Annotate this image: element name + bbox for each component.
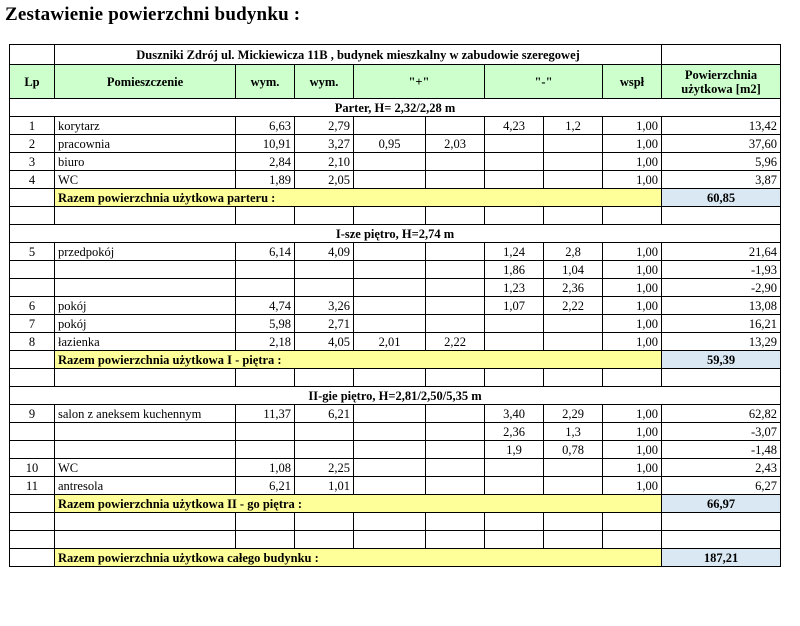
row-plus-1 <box>354 459 426 477</box>
row-dim1: 1,08 <box>236 459 295 477</box>
total-empty <box>10 549 55 567</box>
row-minus-2: 2,36 <box>544 279 603 297</box>
row-plus-2 <box>426 171 485 189</box>
row-dim2: 1,01 <box>295 477 354 495</box>
table-row <box>10 135 781 153</box>
row-plus-2 <box>426 477 485 495</box>
row-dim1: 6,14 <box>236 243 295 261</box>
row-area: 13,42 <box>662 117 781 135</box>
blank-cell <box>10 369 55 387</box>
row-coef: 1,00 <box>603 333 662 351</box>
table-row <box>10 423 781 441</box>
row-minus-2: 0,78 <box>544 441 603 459</box>
row-coef: 1,00 <box>603 117 662 135</box>
blank-cell <box>295 513 354 531</box>
blank-cell <box>55 513 236 531</box>
row-lp: 10 <box>10 459 55 477</box>
subtotal-label: Razem powierzchnia użytkowa I - piętra : <box>55 351 662 369</box>
row-plus-2 <box>426 153 485 171</box>
blank-cell <box>426 531 485 549</box>
total-row <box>10 549 781 567</box>
section-heading-row <box>10 99 781 117</box>
table-row <box>10 477 781 495</box>
blank-cell <box>544 513 603 531</box>
row-coef: 1,00 <box>603 153 662 171</box>
table-row <box>10 153 781 171</box>
row-dim2: 2,25 <box>295 459 354 477</box>
row-dim2 <box>295 279 354 297</box>
blank-cell <box>485 531 544 549</box>
row-dim1 <box>236 441 295 459</box>
header-area <box>662 65 781 99</box>
row-dim1 <box>236 261 295 279</box>
row-lp <box>10 441 55 459</box>
total-label: Razem powierzchnia użytkowa całego budynku : <box>55 549 662 567</box>
row-area: 3,87 <box>662 171 781 189</box>
blank-cell <box>354 531 426 549</box>
row-minus-1 <box>485 315 544 333</box>
blank-cell <box>662 531 781 549</box>
row-plus-2: 2,03 <box>426 135 485 153</box>
row-area: 21,64 <box>662 243 781 261</box>
header-plus: "+" <box>354 65 485 99</box>
row-lp: 7 <box>10 315 55 333</box>
header-area-line2: użytkowa [m2] <box>681 81 761 96</box>
table-row <box>10 261 781 279</box>
row-minus-1: 1,9 <box>485 441 544 459</box>
row-dim2 <box>295 423 354 441</box>
blank-cell <box>426 207 485 225</box>
blank-cell <box>236 531 295 549</box>
section-heading: I-sze piętro, H=2,74 m <box>10 225 781 243</box>
row-area: 2,43 <box>662 459 781 477</box>
table-row <box>10 333 781 351</box>
row-dim1: 10,91 <box>236 135 295 153</box>
row-room <box>55 279 236 297</box>
table-row <box>10 297 781 315</box>
row-dim2 <box>295 441 354 459</box>
row-plus-1 <box>354 117 426 135</box>
row-room: salon z aneksem kuchennym <box>55 405 236 423</box>
row-plus-1 <box>354 441 426 459</box>
row-room <box>55 261 236 279</box>
row-dim1: 2,18 <box>236 333 295 351</box>
table-row <box>10 117 781 135</box>
blank-cell <box>55 531 236 549</box>
blank-cell <box>295 531 354 549</box>
row-minus-2 <box>544 333 603 351</box>
row-area: 6,27 <box>662 477 781 495</box>
row-lp <box>10 261 55 279</box>
row-minus-2: 1,3 <box>544 423 603 441</box>
header-lp: Lp <box>10 65 55 99</box>
blank-cell <box>662 513 781 531</box>
row-area: 5,96 <box>662 153 781 171</box>
row-room: antresola <box>55 477 236 495</box>
row-plus-1 <box>354 297 426 315</box>
blank-cell <box>55 369 236 387</box>
row-minus-2: 1,04 <box>544 261 603 279</box>
row-area: 62,82 <box>662 405 781 423</box>
location-label: Duszniki Zdrój ul. Mickiewicza 11B , budynek mieszkalny w zabudowie szeregowej <box>55 45 662 65</box>
row-lp: 9 <box>10 405 55 423</box>
header-dim2: wym. <box>295 65 354 99</box>
row-minus-1: 1,07 <box>485 297 544 315</box>
row-dim2: 4,09 <box>295 243 354 261</box>
table-row <box>10 441 781 459</box>
row-plus-2 <box>426 459 485 477</box>
blank-cell <box>295 369 354 387</box>
row-minus-1: 2,36 <box>485 423 544 441</box>
subtotal-value: 60,85 <box>662 189 781 207</box>
row-dim1 <box>236 423 295 441</box>
row-minus-2: 2,22 <box>544 297 603 315</box>
row-room: przedpokój <box>55 243 236 261</box>
row-coef: 1,00 <box>603 243 662 261</box>
blank-cell <box>10 207 55 225</box>
subtotal-row <box>10 189 781 207</box>
row-lp: 5 <box>10 243 55 261</box>
blank-cell <box>426 369 485 387</box>
blank-cell <box>354 513 426 531</box>
blank-cell <box>354 207 426 225</box>
blank-cell <box>354 369 426 387</box>
table-row <box>10 315 781 333</box>
row-minus-1: 1,86 <box>485 261 544 279</box>
row-minus-1: 3,40 <box>485 405 544 423</box>
row-room: biuro <box>55 153 236 171</box>
row-plus-2: 2,22 <box>426 333 485 351</box>
row-minus-1 <box>485 171 544 189</box>
row-coef: 1,00 <box>603 441 662 459</box>
subtotal-empty <box>10 351 55 369</box>
table-row <box>10 405 781 423</box>
row-minus-1 <box>485 333 544 351</box>
row-plus-1: 0,95 <box>354 135 426 153</box>
page-title: Zestawienie powierzchni budynku : <box>5 4 301 25</box>
header-minus: "-" <box>485 65 603 99</box>
row-area: 13,08 <box>662 297 781 315</box>
row-minus-1 <box>485 153 544 171</box>
row-plus-1 <box>354 405 426 423</box>
row-minus-1 <box>485 459 544 477</box>
subtotal-value: 59,39 <box>662 351 781 369</box>
blank-cell <box>485 513 544 531</box>
row-lp: 2 <box>10 135 55 153</box>
row-minus-2 <box>544 459 603 477</box>
row-minus-2 <box>544 477 603 495</box>
blank-cell <box>603 207 662 225</box>
row-dim2: 4,05 <box>295 333 354 351</box>
row-minus-2 <box>544 153 603 171</box>
spacer-row <box>10 207 781 225</box>
blank-cell <box>10 531 55 549</box>
header-row <box>10 65 781 99</box>
row-plus-2 <box>426 279 485 297</box>
row-plus-1 <box>354 423 426 441</box>
row-room: pokój <box>55 297 236 315</box>
header-room: Pomieszczenie <box>55 65 236 99</box>
blank-cell <box>485 369 544 387</box>
row-minus-1: 1,23 <box>485 279 544 297</box>
row-lp <box>10 423 55 441</box>
table-row <box>10 459 781 477</box>
row-area: -2,90 <box>662 279 781 297</box>
row-room <box>55 423 236 441</box>
row-dim2: 2,05 <box>295 171 354 189</box>
row-coef: 1,00 <box>603 171 662 189</box>
row-minus-2 <box>544 135 603 153</box>
spacer-row <box>10 513 781 531</box>
row-minus-2: 2,29 <box>544 405 603 423</box>
row-dim2: 3,27 <box>295 135 354 153</box>
area-table <box>9 44 781 567</box>
row-plus-1 <box>354 261 426 279</box>
blank-cell <box>295 207 354 225</box>
row-dim2: 2,79 <box>295 117 354 135</box>
subtotal-row <box>10 351 781 369</box>
table-row <box>10 171 781 189</box>
row-dim1: 1,89 <box>236 171 295 189</box>
row-coef: 1,00 <box>603 315 662 333</box>
row-dim2: 3,26 <box>295 297 354 315</box>
blank-cell <box>544 207 603 225</box>
section-heading-row <box>10 225 781 243</box>
row-minus-2 <box>544 315 603 333</box>
row-plus-2 <box>426 441 485 459</box>
subtotal-empty <box>10 495 55 513</box>
row-minus-1: 1,24 <box>485 243 544 261</box>
row-coef: 1,00 <box>603 135 662 153</box>
row-coef: 1,00 <box>603 279 662 297</box>
table-row <box>10 279 781 297</box>
row-room: łazienka <box>55 333 236 351</box>
row-area: -1,48 <box>662 441 781 459</box>
row-room: WC <box>55 459 236 477</box>
blank-cell <box>10 513 55 531</box>
row-plus-2 <box>426 315 485 333</box>
row-coef: 1,00 <box>603 477 662 495</box>
row-coef: 1,00 <box>603 261 662 279</box>
row-area: 13,29 <box>662 333 781 351</box>
subtotal-row <box>10 495 781 513</box>
blank-cell <box>485 207 544 225</box>
row-plus-1 <box>354 279 426 297</box>
row-dim1: 2,84 <box>236 153 295 171</box>
total-value: 187,21 <box>662 549 781 567</box>
row-plus-2 <box>426 297 485 315</box>
row-plus-1 <box>354 243 426 261</box>
row-area: -1,93 <box>662 261 781 279</box>
row-dim2 <box>295 261 354 279</box>
row-coef: 1,00 <box>603 459 662 477</box>
row-room: korytarz <box>55 117 236 135</box>
row-dim1: 6,63 <box>236 117 295 135</box>
spacer-row <box>10 531 781 549</box>
section-heading-row <box>10 387 781 405</box>
subtotal-label: Razem powierzchnia użytkowa parteru : <box>55 189 662 207</box>
row-area: -3,07 <box>662 423 781 441</box>
row-plus-1 <box>354 153 426 171</box>
row-coef: 1,00 <box>603 423 662 441</box>
row-minus-1: 4,23 <box>485 117 544 135</box>
blank-cell <box>544 369 603 387</box>
row-plus-2 <box>426 423 485 441</box>
blank-cell <box>55 207 236 225</box>
blank-cell <box>603 369 662 387</box>
row-dim1: 6,21 <box>236 477 295 495</box>
blank-cell <box>662 207 781 225</box>
row-coef: 1,00 <box>603 405 662 423</box>
row-plus-2 <box>426 243 485 261</box>
row-lp: 4 <box>10 171 55 189</box>
blank-cell <box>426 513 485 531</box>
row-room: pokój <box>55 315 236 333</box>
row-lp: 6 <box>10 297 55 315</box>
blank-cell <box>662 369 781 387</box>
spacer-row <box>10 369 781 387</box>
row-plus-2 <box>426 117 485 135</box>
blank-cell <box>236 513 295 531</box>
row-dim1 <box>236 279 295 297</box>
location-row <box>10 45 781 65</box>
row-dim1: 11,37 <box>236 405 295 423</box>
row-lp: 8 <box>10 333 55 351</box>
row-minus-2 <box>544 171 603 189</box>
blank-cell <box>603 531 662 549</box>
subtotal-label: Razem powierzchnia użytkowa II - go piętra : <box>55 495 662 513</box>
row-lp: 11 <box>10 477 55 495</box>
row-area: 37,60 <box>662 135 781 153</box>
section-heading: II-gie piętro, H=2,81/2,50/5,35 m <box>10 387 781 405</box>
row-dim1: 4,74 <box>236 297 295 315</box>
blank-cell <box>236 369 295 387</box>
row-plus-1 <box>354 477 426 495</box>
blank-cell <box>603 513 662 531</box>
row-plus-1: 2,01 <box>354 333 426 351</box>
row-minus-1 <box>485 477 544 495</box>
row-area: 16,21 <box>662 315 781 333</box>
row-dim2: 2,71 <box>295 315 354 333</box>
blank-cell <box>544 531 603 549</box>
row-minus-1 <box>485 135 544 153</box>
row-dim1: 5,98 <box>236 315 295 333</box>
row-coef: 1,00 <box>603 297 662 315</box>
subtotal-value: 66,97 <box>662 495 781 513</box>
subtotal-empty <box>10 189 55 207</box>
section-heading: Parter, H= 2,32/2,28 m <box>10 99 781 117</box>
row-dim2: 2,10 <box>295 153 354 171</box>
blank-cell <box>236 207 295 225</box>
row-room <box>55 441 236 459</box>
row-plus-2 <box>426 405 485 423</box>
header-area-line1: Powierzchnia <box>684 67 758 82</box>
row-lp: 1 <box>10 117 55 135</box>
row-lp <box>10 279 55 297</box>
header-dim1: wym. <box>236 65 295 99</box>
row-dim2: 6,21 <box>295 405 354 423</box>
row-minus-2: 1,2 <box>544 117 603 135</box>
row-room: WC <box>55 171 236 189</box>
row-plus-1 <box>354 315 426 333</box>
row-plus-1 <box>354 171 426 189</box>
row-plus-2 <box>426 261 485 279</box>
row-minus-2: 2,8 <box>544 243 603 261</box>
row-room: pracownia <box>55 135 236 153</box>
header-coef: wspł <box>603 65 662 99</box>
table-row <box>10 243 781 261</box>
row-lp: 3 <box>10 153 55 171</box>
